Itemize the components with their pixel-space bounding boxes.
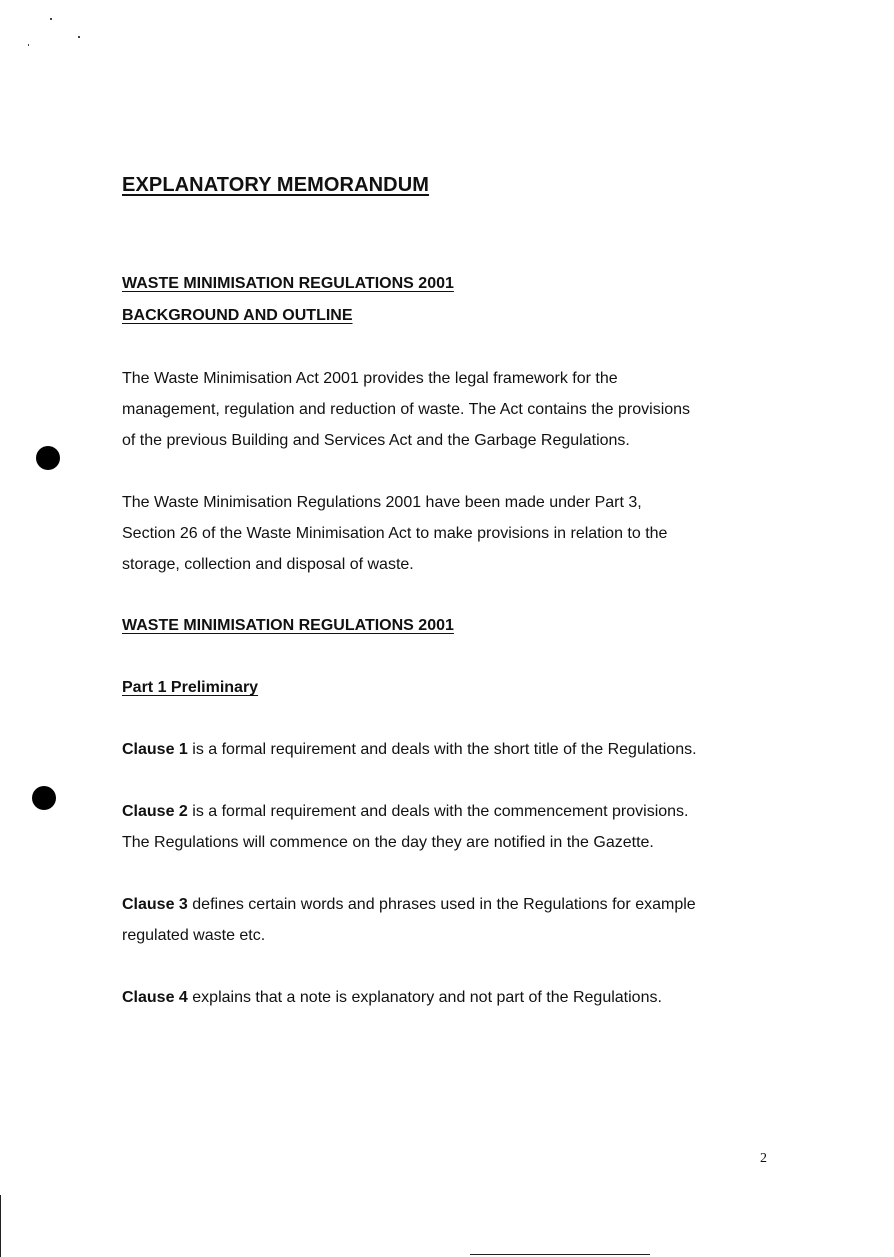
paragraph-line: The Waste Minimisation Act 2001 provides the legal framework for the (122, 370, 618, 387)
clause-text: is a formal requirement and deals with the short title of the Regulations. (192, 741, 697, 758)
clause-line (122, 734, 697, 765)
punch-hole-top (36, 446, 60, 470)
background-heading: BACKGROUND AND OUTLINE (122, 307, 353, 324)
scan-edge-line (0, 1195, 1, 1257)
clause-2 (122, 796, 689, 858)
clause-text: explains that a note is explanatory and not part of the Regulations. (192, 989, 662, 1006)
clause-label: Clause 3 (122, 896, 188, 913)
regulations-heading: WASTE MINIMISATION REGULATIONS 2001 (122, 275, 454, 292)
paragraph-line: storage, collection and disposal of waste. (122, 556, 414, 573)
part-1-heading: Part 1 Preliminary (122, 679, 259, 696)
clause-1 (122, 734, 697, 765)
clause-text: is a formal requirement and deals with the commencement provisions. (192, 803, 689, 820)
clause-line (122, 889, 696, 920)
regulations-paragraph (122, 487, 667, 580)
clause-4 (122, 982, 662, 1013)
clause-line: regulated waste etc. (122, 927, 266, 944)
clause-text: defines certain words and phrases used in the Regulations for example (192, 896, 696, 913)
clause-3 (122, 889, 696, 951)
paragraph-line: The Waste Minimisation Regulations 2001 have been made under Part 3, (122, 494, 642, 511)
clause-line (122, 982, 662, 1013)
regulations-heading-2: WASTE MINIMISATION REGULATIONS 2001 (122, 617, 454, 634)
scan-bottom-line (470, 1254, 650, 1255)
clause-line (122, 796, 689, 827)
punch-hole-bottom (32, 786, 56, 810)
clause-label: Clause 1 (122, 741, 188, 758)
paragraph-line: of the previous Building and Services Act and the Garbage Regulations. (122, 432, 630, 449)
scan-speck (78, 36, 80, 38)
clause-label: Clause 4 (122, 989, 188, 1006)
clause-line: The Regulations will commence on the day they are notified in the Gazette. (122, 834, 654, 851)
page-number: 2 (760, 1151, 767, 1166)
scan-speck (50, 18, 52, 20)
scan-speck (28, 44, 29, 46)
memorandum-title: EXPLANATORY MEMORANDUM (122, 174, 430, 196)
paragraph-line: management, regulation and reduction of waste. The Act contains the provisions (122, 401, 691, 418)
paragraph-line: Section 26 of the Waste Minimisation Act to make provisions in relation to the (122, 525, 668, 542)
clause-label: Clause 2 (122, 803, 188, 820)
background-paragraph (122, 363, 690, 456)
